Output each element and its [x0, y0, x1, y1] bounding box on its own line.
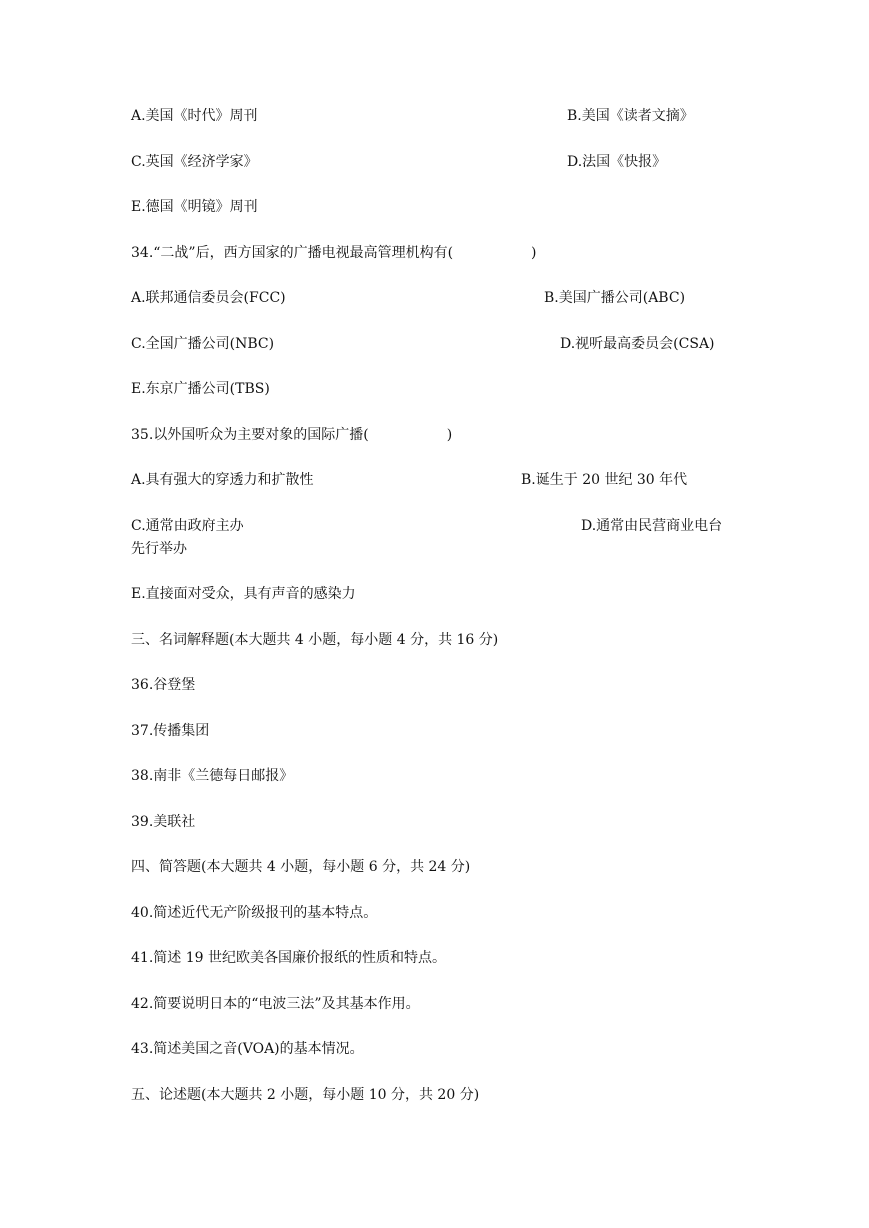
section-4-heading: 四、简答题(本大题共 4 小题，每小题 6 分，共 24 分): [131, 859, 471, 875]
question-43: 43.简述美国之音(VOA)的基本情况。: [131, 1041, 364, 1057]
q35-option-c: C.通常由政府主办: [131, 518, 244, 534]
q33-option-a: A.美国《时代》周刊: [131, 108, 258, 124]
q35-option-d-continuation: 先行举办: [131, 541, 187, 557]
question-41: 41.简述 19 世纪欧美各国廉价报纸的性质和特点。: [131, 950, 446, 966]
q33-option-e: E.德国《明镜》周刊: [131, 199, 258, 215]
q34-option-a: A.联邦通信委员会(FCC): [131, 290, 286, 306]
q35-option-a: A.具有强大的穿透力和扩散性: [131, 472, 314, 488]
question-38: 38.南非《兰德每日邮报》: [131, 768, 294, 784]
q33-option-b: B.美国《读者文摘》: [567, 108, 694, 124]
q34-option-e: E.东京广播公司(TBS): [131, 381, 270, 397]
q34-stem-close: ): [531, 245, 537, 261]
q33-option-c: C.英国《经济学家》: [131, 154, 258, 170]
q35-option-b: B.诞生于 20 世纪 30 年代: [521, 472, 688, 488]
q34-option-b: B.美国广播公司(ABC): [544, 290, 686, 306]
section-3-heading: 三、名词解释题(本大题共 4 小题，每小题 4 分，共 16 分): [131, 632, 499, 648]
question-36: 36.谷登堡: [131, 677, 196, 693]
q34-option-d: D.视听最高委员会(CSA): [560, 336, 715, 352]
q35-stem: [131, 426, 452, 444]
q35-option-d: D.通常由民营商业电台: [581, 518, 723, 534]
question-37: 37.传播集团: [131, 723, 210, 739]
q33-option-d: D.法国《快报》: [567, 154, 667, 170]
q34-stem: [131, 244, 537, 262]
q35-stem-close: ): [446, 427, 453, 443]
question-39: 39.美联社: [131, 814, 196, 830]
question-42: 42.简要说明日本的“电波三法”及其基本作用。: [131, 996, 420, 1012]
section-5-heading: 五、论述题(本大题共 2 小题，每小题 10 分，共 20 分): [131, 1087, 480, 1103]
q35-stem-text: 35.以外国听众为主要对象的国际广播(: [131, 427, 369, 443]
q34-option-c: C.全国广播公司(NBC): [131, 336, 275, 352]
q35-option-e: E.直接面对受众，具有声音的感染力: [131, 586, 356, 602]
q34-stem-text: 34.“二战”后，西方国家的广播电视最高管理机构有(: [131, 245, 454, 261]
question-40: 40.简述近代无产阶级报刊的基本特点。: [131, 905, 378, 921]
